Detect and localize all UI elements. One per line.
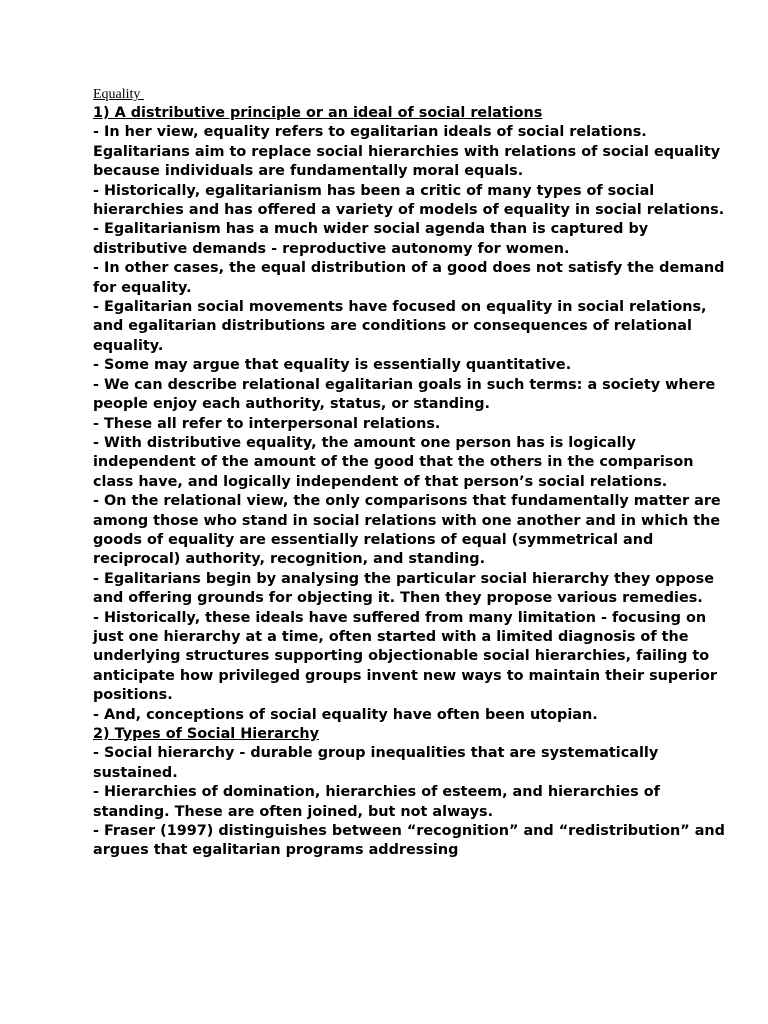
section-2-bullets [93,744,733,860]
section-1-bullets [93,123,733,725]
bullet-item: - Fraser (1997) distinguishes between “recognition” and “redistribution” and argues that egalitarian programs addressing [93,823,725,859]
bullet-item: - Hierarchies of domination, hierarchies of esteem, and hierarchies of standing. These are often joined, but not always. [93,784,660,820]
section-1 [93,104,733,725]
bullet-item: - Historically, egalitarianism has been a critic of many types of social hierarchies and has offered a variety of models of equality in social relations. [93,182,725,219]
section-heading: 1) A distributive principle or an ideal of social relations [93,105,543,121]
bullet-item: - Social hierarchy - durable group inequalities that are systematically sustained. [93,745,659,781]
bullet-item: - Egalitarianism has a much wider social agenda than is captured by distributive demands - reproductive autonomy for women. [93,221,649,257]
bullet-item: - We can describe relational egalitarian goals in such terms: a society where people enjoy each authority, status, or standing. [93,376,716,413]
document-page [93,87,733,861]
bullet-item: - Egalitarian social movements have focused on equality in social relations, and egalitarian distributions are conditions or consequences of relational equality. [93,299,707,354]
bullet-item: - In her view, equality refers to egalitarian ideals of social relations. Egalitarians aim to replace social hierarchies with relations of social equality because individuals are fundamentally moral equals. [93,124,721,180]
bullet-item: - And, conceptions of social equality have often been utopian. [93,706,598,723]
bullet-item: - Historically, these ideals have suffered from many limitation - focusing on just one hierarchy at a time, often started with a limited diagnosis of the underlying structures supporting objectionable social hierarchies, failing to anticipate how privileged groups invent new ways to maintain their superior positions. [93,609,717,704]
bullet-item: - Egalitarians begin by analysing the particular social hierarchy they oppose and offering grounds for objecting it. Then they propose various remedies. [93,570,715,607]
bullet-item: - These all refer to interpersonal relations. [93,415,441,432]
section-heading: 2) Types of Social Hierarchy [93,726,320,742]
bullet-item: - In other cases, the equal distribution of a good does not satisfy the demand for equality. [93,260,725,296]
bullet-item: - On the relational view, the only comparisons that fundamentally matter are among those who stand in social relations with one another and in which the goods of equality are essentially relations of equal (symmetrical and reciprocal) authority, recognition, and standing. [93,493,721,568]
document-title: Equality [93,87,144,102]
bullet-item: - Some may argue that equality is essentially quantitative. [93,357,572,374]
bullet-item: - With distributive equality, the amount one person has is logically independent of the amount of the good that the others in the comparison class have, and logically independent of that person’s social relations. [93,434,694,490]
section-2 [93,725,733,861]
